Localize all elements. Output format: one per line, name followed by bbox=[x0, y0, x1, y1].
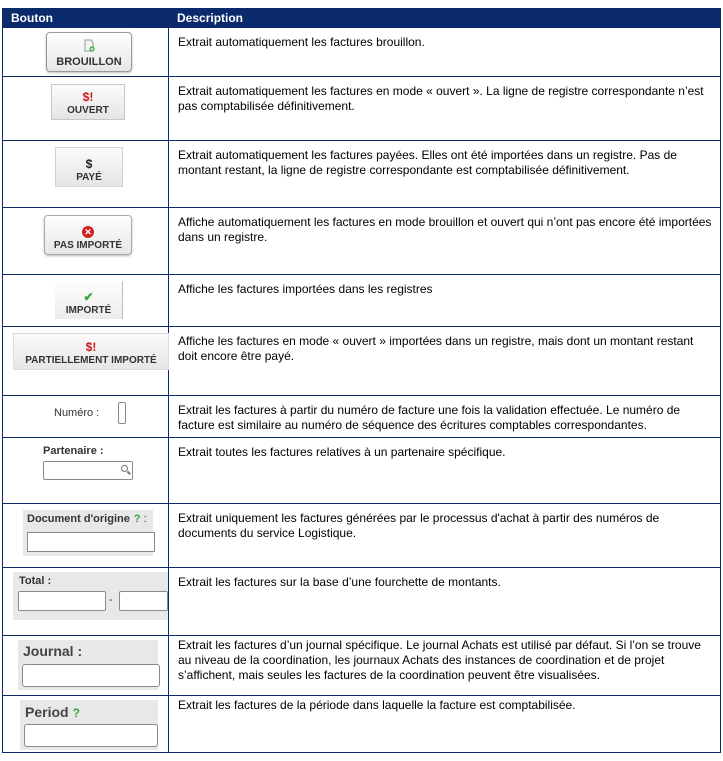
ouvert-label: OUVERT bbox=[67, 105, 109, 116]
description-cell: Extrait toutes les factures relatives à un partenaire spécifique. bbox=[169, 438, 721, 504]
table-row bbox=[3, 696, 721, 753]
partenaire-input[interactable] bbox=[43, 461, 133, 480]
table-row bbox=[3, 396, 721, 438]
pas-importe-button[interactable] bbox=[44, 215, 132, 255]
description-cell: Extrait uniquement les factures générées par le processus d'achat à partir des numéros de documents du service Logistique. bbox=[169, 504, 721, 568]
search-icon bbox=[121, 465, 128, 472]
total-label: Total : bbox=[19, 575, 52, 587]
brouillon-button[interactable] bbox=[46, 32, 132, 72]
help-icon[interactable]: ? bbox=[72, 706, 80, 720]
dollar-icon: $! bbox=[85, 340, 97, 354]
description-cell: Affiche automatiquement les factures en mode brouillon et ouvert qui n’ont pas encore été importées dans un registre. bbox=[169, 208, 721, 275]
document-origine-label: Document d'origine ? : bbox=[27, 513, 147, 525]
range-separator: - bbox=[109, 594, 113, 606]
description-cell: Extrait automatiquement les factures brouillon. bbox=[169, 28, 721, 77]
period-label: Period ? bbox=[25, 704, 80, 720]
paye-label: PAYÉ bbox=[76, 172, 102, 183]
header-bouton: Bouton bbox=[3, 9, 169, 28]
table-row bbox=[3, 438, 721, 504]
importe-label: IMPORTÉ bbox=[65, 305, 112, 316]
description-cell: Affiche les factures importées dans les registres bbox=[169, 275, 721, 327]
paye-button[interactable] bbox=[55, 147, 123, 187]
table-header bbox=[3, 9, 721, 28]
total-max-input[interactable] bbox=[119, 591, 168, 611]
dollar-icon: $! bbox=[82, 90, 94, 104]
brouillon-label: BROUILLON bbox=[56, 56, 122, 68]
table-row bbox=[3, 208, 721, 275]
partiellement-importe-button[interactable] bbox=[13, 333, 169, 370]
red-x-icon: ✕ bbox=[82, 226, 94, 238]
checkmark-icon: ✔ bbox=[83, 290, 94, 304]
total-min-input[interactable] bbox=[18, 591, 106, 611]
document-add-icon bbox=[83, 39, 95, 54]
numero-input[interactable] bbox=[118, 402, 126, 424]
table-row bbox=[3, 141, 721, 208]
description-cell: Extrait automatiquement les factures payées. Elles ont été importées dans un registre. Pas de montant restant, la ligne de registre correspondante est comptabilisée définitivement. bbox=[169, 141, 721, 208]
partiellement-importe-label: PARTIELLEMENT IMPORTÉ bbox=[25, 355, 157, 366]
help-icon[interactable]: ? bbox=[133, 513, 141, 525]
description-cell: Extrait les factures sur la base d’une fourchette de montants. bbox=[169, 568, 721, 636]
numero-label: Numéro : bbox=[54, 407, 100, 419]
table-row bbox=[3, 636, 721, 696]
table-row bbox=[3, 77, 721, 141]
journal-input[interactable] bbox=[22, 664, 160, 687]
description-cell: Affiche les factures en mode « ouvert » importées dans un registre, mais dont un montant restant doit encore être payé. bbox=[169, 327, 721, 396]
header-description: Description bbox=[169, 9, 721, 28]
period-input[interactable] bbox=[24, 724, 158, 747]
description-cell: Extrait les factures d’un journal spécifique. Le journal Achats est utilisé par défaut. Si l’on se trouve au niveau de la coordination, les journaux Achats des instances de coordination et de projet s’affichent, mais seules les factures de la coordination peuvent être visualisées. bbox=[169, 636, 721, 696]
table-row bbox=[3, 504, 721, 568]
journal-label: Journal : bbox=[23, 643, 83, 659]
button-description-table bbox=[2, 8, 721, 753]
dollar-icon: $ bbox=[85, 157, 93, 171]
document-origine-input[interactable] bbox=[27, 532, 155, 552]
description-cell: Extrait les factures de la période dans laquelle la facture est comptabilisée. bbox=[169, 696, 721, 753]
description-cell: Extrait automatiquement les factures en mode « ouvert ». La ligne de registre correspondante n’est pas comptabilisée définitivement. bbox=[169, 77, 721, 141]
table-row bbox=[3, 28, 721, 77]
partenaire-label: Partenaire : bbox=[43, 445, 104, 457]
description-cell: Extrait les factures à partir du numéro de facture une fois la validation effectuée. Le numéro de facture est similaire au numéro de séquence des écritures comptables correspondantes. bbox=[169, 396, 721, 438]
table-row bbox=[3, 568, 721, 636]
importe-button[interactable] bbox=[55, 281, 123, 319]
table-row bbox=[3, 275, 721, 327]
ouvert-button[interactable] bbox=[51, 84, 125, 120]
table-row bbox=[3, 327, 721, 396]
pas-importe-label: PAS IMPORTÉ bbox=[53, 240, 123, 251]
